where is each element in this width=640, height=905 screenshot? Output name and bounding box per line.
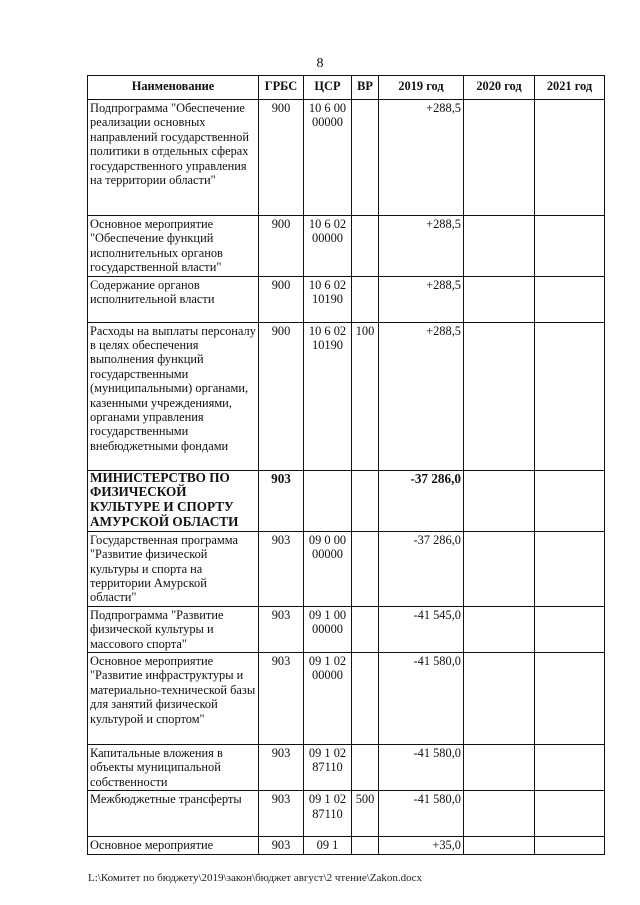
- cell-2020: [464, 276, 535, 322]
- cell-name: Основное мероприятие "Обеспечение функций исполнительных органов государственной власти": [88, 216, 259, 277]
- cell-2019: -41 580,0: [379, 745, 464, 791]
- cell-2021: [535, 653, 605, 745]
- cell-name: Содержание органов исполнительной власти: [88, 276, 259, 322]
- cell-2019: -41 580,0: [379, 653, 464, 745]
- cell-name: Основное мероприятие: [88, 837, 259, 854]
- table-row: [88, 606, 605, 652]
- cell-2020: [464, 791, 535, 837]
- cell-vr: [352, 276, 379, 322]
- page-number: 8: [316, 56, 324, 71]
- cell-csr: 09 1 02 87110: [304, 745, 352, 791]
- cell-2021: [535, 216, 605, 277]
- cell-csr: 10 6 02 10190: [304, 322, 352, 470]
- cell-2021: [535, 791, 605, 837]
- cell-2019: -37 286,0: [379, 531, 464, 606]
- cell-name: МИНИСТЕРСТВО ПО ФИЗИЧЕСКОЙ КУЛЬТУРЕ И СПОРТУ АМУРСКОЙ ОБЛАСТИ: [88, 470, 259, 531]
- cell-csr: 10 6 02 00000: [304, 216, 352, 277]
- cell-grbs: 900: [259, 216, 304, 277]
- table-row: [88, 791, 605, 837]
- cell-grbs: 903: [259, 606, 304, 652]
- cell-csr: 10 6 00 00000: [304, 100, 352, 216]
- cell-2020: [464, 216, 535, 277]
- cell-2019: +288,5: [379, 322, 464, 470]
- table-row: [88, 745, 605, 791]
- budget-table: [87, 75, 605, 855]
- header-csr: ЦСР: [304, 76, 352, 100]
- header-vr: ВР: [352, 76, 379, 100]
- cell-grbs: 903: [259, 653, 304, 745]
- cell-2020: [464, 470, 535, 531]
- cell-2019: +288,5: [379, 216, 464, 277]
- cell-2021: [535, 276, 605, 322]
- cell-csr: 09 1 00 00000: [304, 606, 352, 652]
- cell-vr: [352, 606, 379, 652]
- cell-csr: 09 1 02 87110: [304, 791, 352, 837]
- cell-csr: 09 1 02 00000: [304, 653, 352, 745]
- cell-2019: -41 545,0: [379, 606, 464, 652]
- table-row: [88, 653, 605, 745]
- cell-grbs: 903: [259, 791, 304, 837]
- cell-2019: +35,0: [379, 837, 464, 854]
- cell-2019: +288,5: [379, 100, 464, 216]
- cell-vr: [352, 216, 379, 277]
- table-row: [88, 837, 605, 854]
- cell-csr: [304, 470, 352, 531]
- cell-csr: 10 6 02 10190: [304, 276, 352, 322]
- cell-vr: [352, 653, 379, 745]
- cell-2020: [464, 745, 535, 791]
- table-row: [88, 100, 605, 216]
- cell-name: Расходы на выплаты персоналу в целях обеспечения выполнения функций государственными (муниципальными) органами, казенными учреждениями, органами управления государственными внебюджетными фондами: [88, 322, 259, 470]
- cell-vr: [352, 100, 379, 216]
- cell-vr: [352, 745, 379, 791]
- cell-name: Подпрограмма "Развитие физической культуры и массового спорта": [88, 606, 259, 652]
- cell-2020: [464, 606, 535, 652]
- cell-vr: [352, 470, 379, 531]
- cell-2019: -41 580,0: [379, 791, 464, 837]
- cell-2021: [535, 322, 605, 470]
- cell-2020: [464, 531, 535, 606]
- header-name: Наименование: [88, 76, 259, 100]
- cell-name: Государственная программа "Развитие физической культуры и спорта на территории Амурской области": [88, 531, 259, 606]
- cell-2020: [464, 837, 535, 854]
- cell-vr: 100: [352, 322, 379, 470]
- cell-2019: +288,5: [379, 276, 464, 322]
- cell-csr: 09 0 00 00000: [304, 531, 352, 606]
- cell-csr: 09 1: [304, 837, 352, 854]
- cell-grbs: 900: [259, 276, 304, 322]
- header-2021: 2021 год: [535, 76, 605, 100]
- cell-name: Капитальные вложения в объекты муниципальной собственности: [88, 745, 259, 791]
- table-row: [88, 531, 605, 606]
- cell-grbs: 900: [259, 322, 304, 470]
- cell-2021: [535, 606, 605, 652]
- cell-vr: [352, 837, 379, 854]
- cell-grbs: 903: [259, 531, 304, 606]
- cell-vr: [352, 531, 379, 606]
- cell-vr: 500: [352, 791, 379, 837]
- table-row: [88, 322, 605, 470]
- cell-grbs: 903: [259, 470, 304, 531]
- cell-2021: [535, 531, 605, 606]
- cell-2020: [464, 653, 535, 745]
- cell-name: Подпрограмма "Обеспечение реализации основных направлений государственной политики в отдельных сферах государственного управления на территории области": [88, 100, 259, 216]
- table-row-ministry: [88, 470, 605, 531]
- cell-2020: [464, 100, 535, 216]
- cell-name: Межбюджетные трансферты: [88, 791, 259, 837]
- cell-2021: [535, 837, 605, 854]
- table-row: [88, 276, 605, 322]
- cell-2021: [535, 745, 605, 791]
- file-path-footer: L:\Комитет по бюджету\2019\закон\бюджет август\2 чтение\Zakon.docx: [88, 872, 423, 884]
- cell-2021: [535, 470, 605, 531]
- header-2019: 2019 год: [379, 76, 464, 100]
- cell-2021: [535, 100, 605, 216]
- cell-grbs: 900: [259, 100, 304, 216]
- cell-2019: -37 286,0: [379, 470, 464, 531]
- cell-grbs: 903: [259, 745, 304, 791]
- cell-2020: [464, 322, 535, 470]
- table-header-row: [88, 76, 605, 100]
- table-row: [88, 216, 605, 277]
- cell-name: Основное мероприятие "Развитие инфраструктуры и материально-технической базы для занятий физической культурой и спортом": [88, 653, 259, 745]
- cell-grbs: 903: [259, 837, 304, 854]
- header-grbs: ГРБС: [259, 76, 304, 100]
- header-2020: 2020 год: [464, 76, 535, 100]
